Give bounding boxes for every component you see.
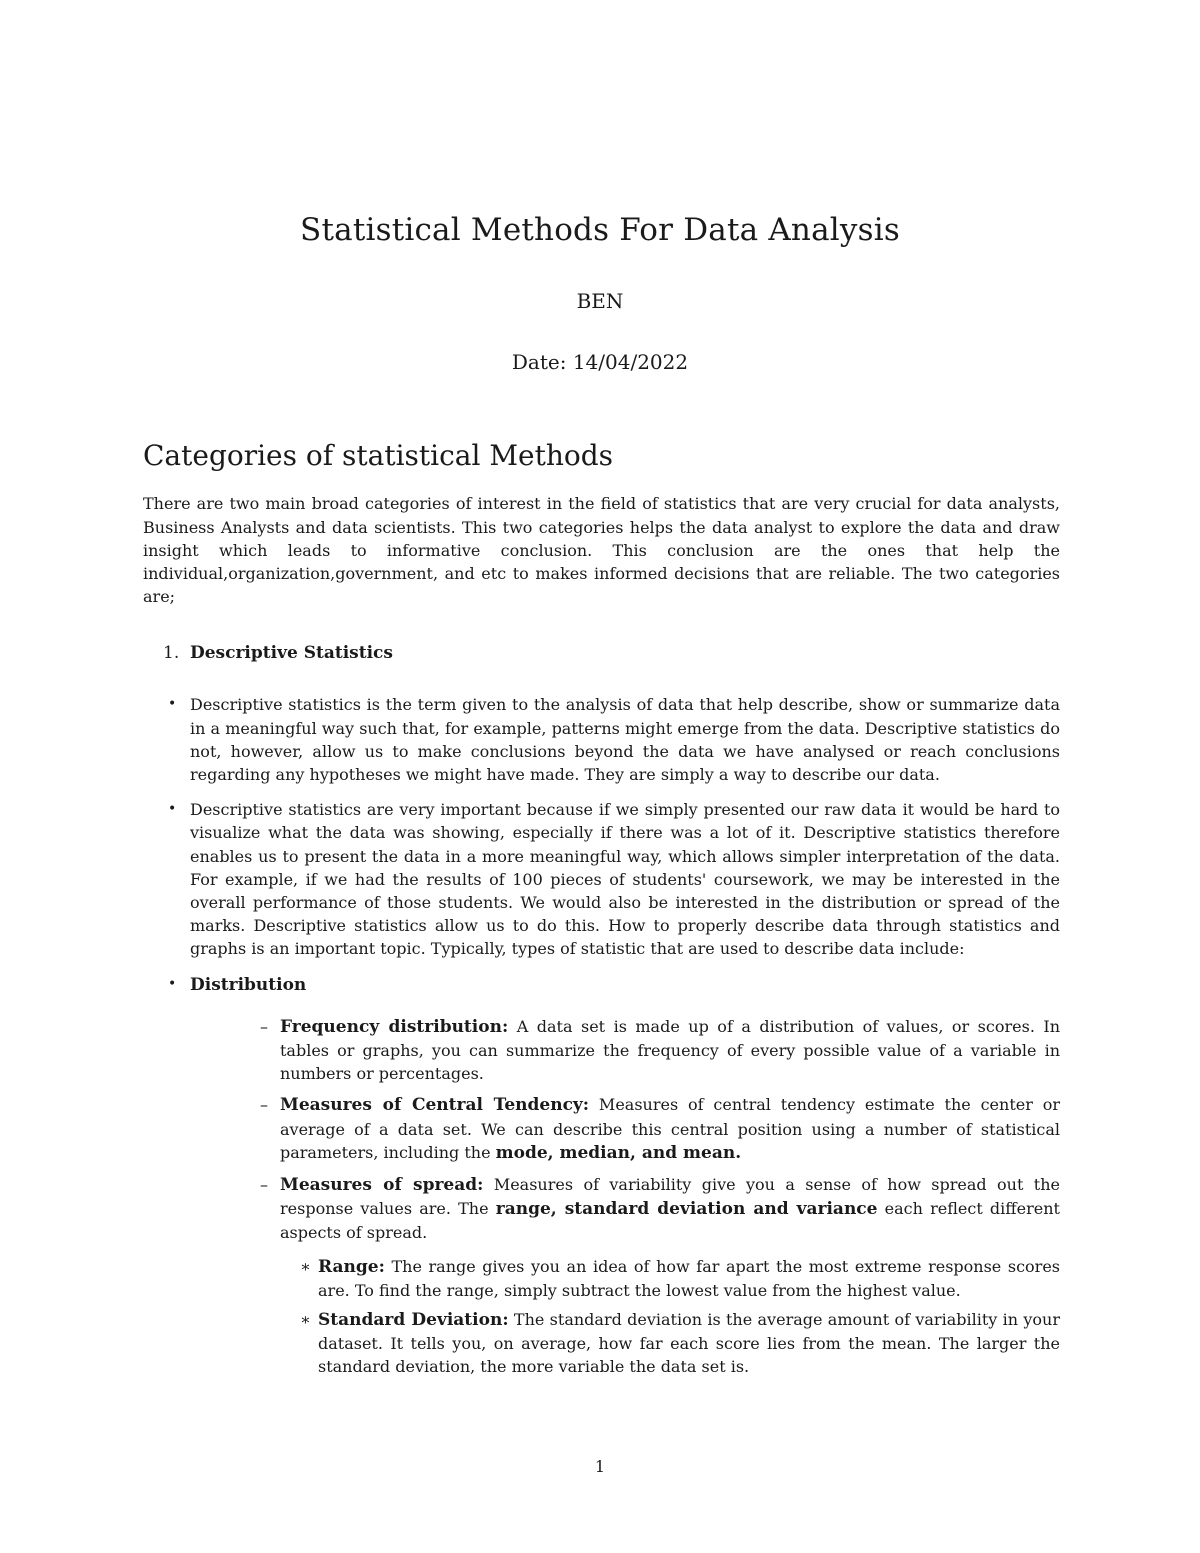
bullet-list — [143, 693, 1060, 1378]
subsub-item-standard-deviation — [190, 1308, 1060, 1379]
range-label: Range: — [318, 1256, 385, 1277]
central-bold: mode, median, and mean. — [495, 1142, 742, 1163]
dash-icon: – — [260, 1016, 268, 1036]
dash-icon: – — [260, 1095, 268, 1115]
document-date: Date: 14/04/2022 — [511, 350, 689, 374]
enum-item-descriptive-statistics — [143, 641, 1060, 665]
bullet-text: Descriptive statistics are very important because if we simply presented our raw data it would be hard to visualize what the data was showing, especially if there was a lot of it. Descriptive statistics therefore enables us to present the data in a more meaningful way, which allows simpler interpretation of the data. For example, if we had the results of 100 pieces of students' coursework, we may be interested in the overall performance of those students. We would also be interested in the distribution or spread of the marks. Descriptive statistics allow us to do this. How to properly describe data through statistics and graphs is an important topic. Typically, types of statistic that are used to describe data include: — [190, 800, 1060, 959]
sub-item-spread — [190, 1173, 1060, 1245]
document-author: BEN — [576, 289, 624, 313]
intro-paragraph: There are two main broad categories of interest in the field of statistics that are very crucial for data analysts, Business Analysts and data scientists. This two categories helps the data analyst to explore the data and draw insight which leads to informative conclusion. This conclusion are the ones that help the individual,organization,government, and etc to makes informed decisions that are reliable. The two categories are; — [143, 494, 1060, 607]
sub-list — [190, 1015, 1060, 1245]
distribution-label: Distribution — [190, 974, 307, 995]
spread-bold: range, standard deviation and variance — [495, 1199, 878, 1220]
asterisk-icon: ∗ — [300, 1310, 311, 1330]
frequency-text: A data set is made up of a distribution of values, or scores. In tables or graphs, you can summarize the frequency of every possible value of a variable in numbers or percentages. — [280, 1016, 1061, 1084]
bullet-icon: • — [168, 975, 177, 992]
document-body — [143, 438, 1060, 1391]
bullet-item-definition — [143, 693, 1060, 786]
subsub-item-range — [190, 1255, 1060, 1302]
sub-item-central-tendency — [190, 1093, 1060, 1165]
spread-label: Measures of spread: — [280, 1175, 484, 1196]
range-text: The range gives you an idea of how far apart the most extreme response scores are. To find the range, simply subtract the lowest value from the highest value. — [318, 1256, 1060, 1300]
bullet-text: Descriptive statistics is the term given to the analysis of data that help describe, show or summarize data in a meaningful way such that, for example, patterns might emerge from the data. Descriptive statistics do not, however, allow us to make conclusions beyond the data we have analysed or reach conclusions regarding any hypotheses we might have made. They are simply a way to describe our data. — [190, 695, 1060, 785]
dash-icon: – — [260, 1175, 268, 1195]
central-label: Measures of Central Tendency: — [280, 1095, 590, 1116]
asterisk-icon: ∗ — [300, 1256, 311, 1276]
bullet-icon: • — [168, 696, 177, 713]
subsub-list — [190, 1255, 1060, 1379]
bullet-item-distribution — [143, 973, 1060, 1379]
central-text: Measures of central tendency estimate the center or average of a data set. We can describe this central position using a number of statistical parameters, including the — [280, 1095, 1061, 1162]
enum-label: Descriptive Statistics — [190, 643, 393, 664]
frequency-label: Frequency distribution: — [280, 1016, 509, 1037]
bullet-icon: • — [168, 801, 177, 818]
document-title: Statistical Methods For Data Analysis — [300, 212, 900, 248]
bullet-item-importance — [143, 798, 1060, 960]
page-number: 1 — [594, 1457, 606, 1476]
spread-text: Measures of variability give you a sense of how spread out the response values are. The — [280, 1175, 1061, 1219]
spread-text-2: each reflect different aspects of spread. — [280, 1199, 1060, 1243]
enumerated-list — [143, 641, 1060, 665]
enum-marker: 1. — [163, 643, 180, 664]
std-label: Standard Deviation: — [318, 1310, 509, 1331]
section-heading: Categories of statistical Methods — [143, 439, 614, 472]
sub-item-frequency — [190, 1015, 1060, 1086]
std-text: The standard deviation is the average amount of variability in your dataset. It tells you, on average, how far each score lies from the mean. The larger the standard deviation, the more variable the data set is. — [318, 1310, 1060, 1377]
